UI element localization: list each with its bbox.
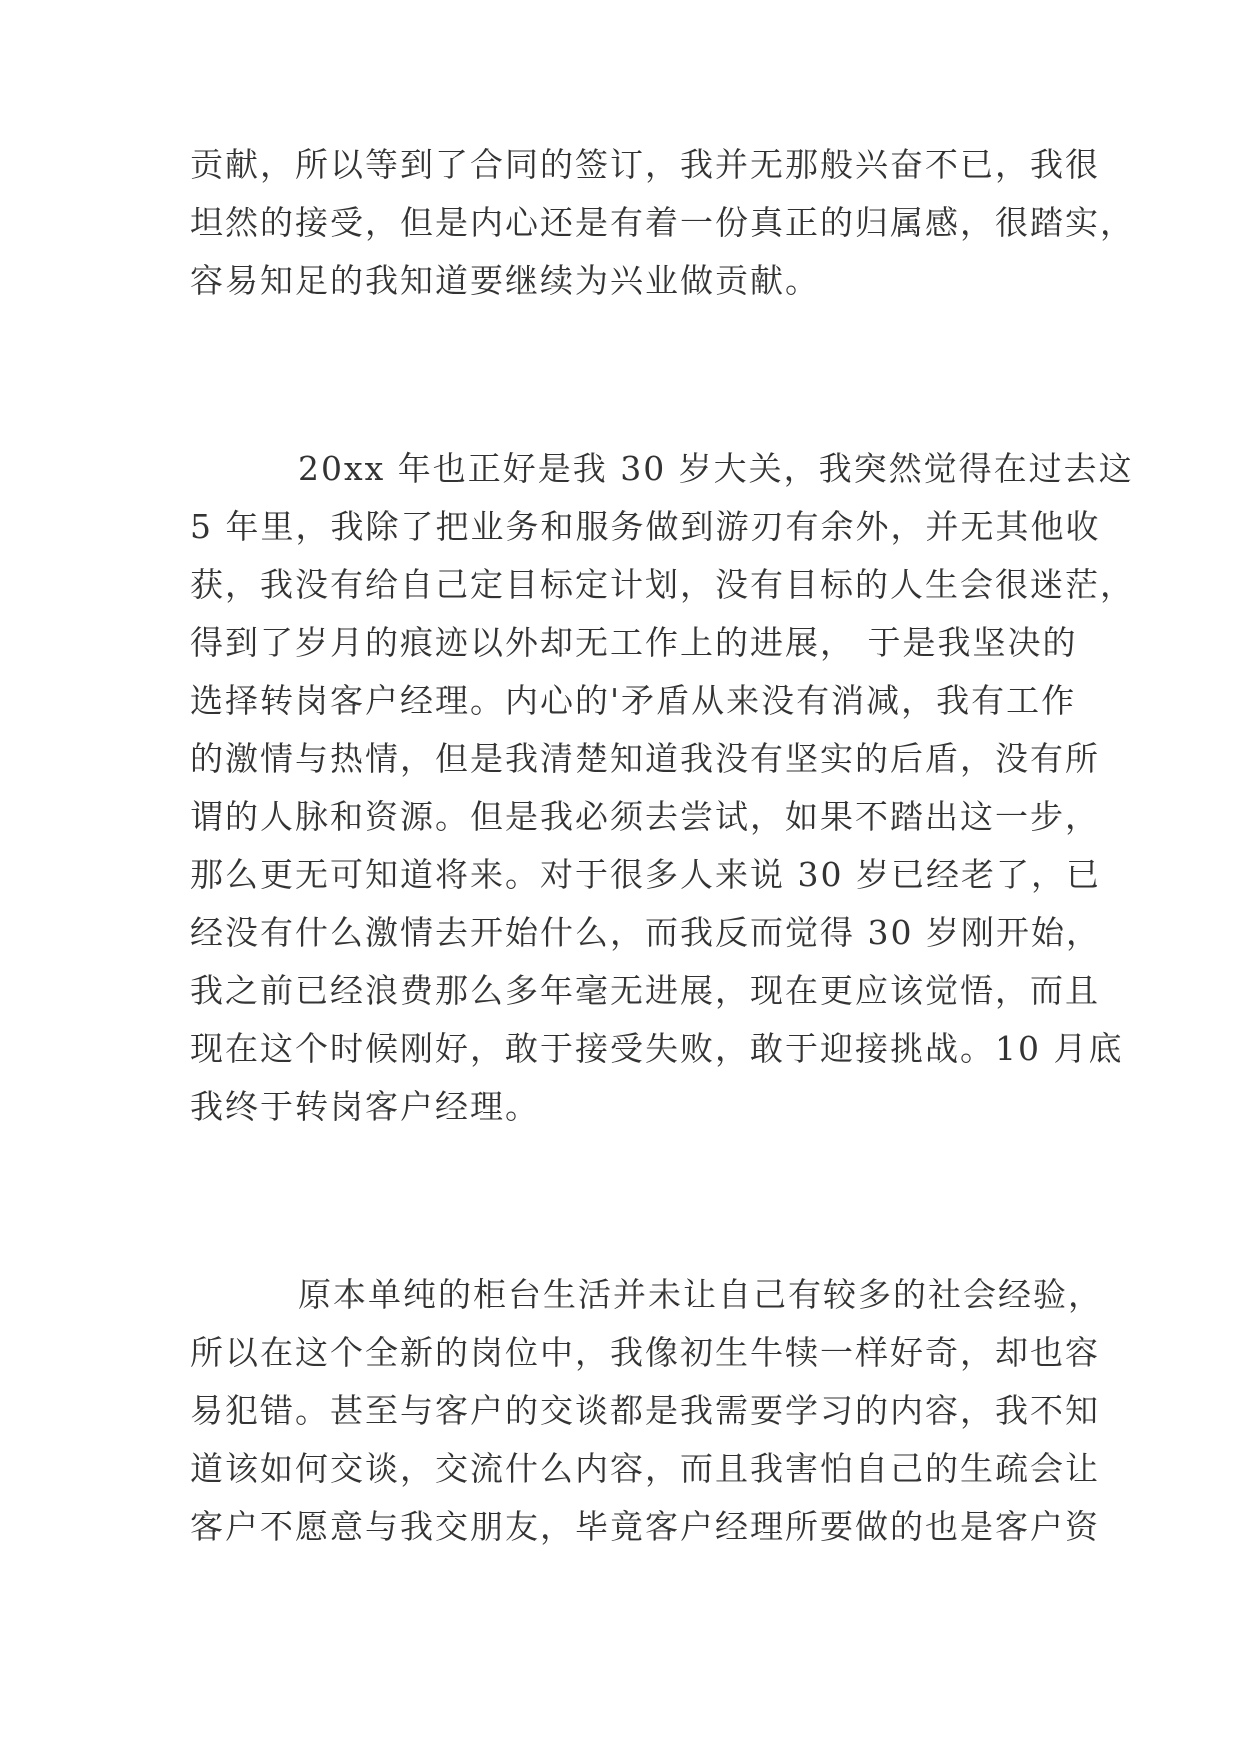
paragraph-line: 容易知足的我知道要继续为兴业做贡献。 (190, 261, 820, 300)
paragraph-line: 道该如何交谈，交流什么内容，而且我害怕自己的生疏会让 (190, 1449, 1100, 1488)
paragraph-line: 客户不愿意与我交朋友，毕竟客户经理所要做的也是客户资 (190, 1507, 1100, 1546)
paragraph-line: 我终于转岗客户经理。 (190, 1087, 540, 1126)
paragraph-line: 5 年里，我除了把业务和服务做到游刃有余外，并无其他收 (190, 507, 1101, 546)
paragraph-line: 我之前已经浪费那么多年毫无进展，现在更应该觉悟，而且 (190, 971, 1100, 1010)
paragraph-line: 现在这个时候刚好，敢于接受失败，敢于迎接挑战。10 月底 (190, 1029, 1124, 1068)
paragraph-line: 的激情与热情，但是我清楚知道我没有坚实的后盾，没有所 (190, 739, 1100, 778)
paragraph-line: 20xx 年也正好是我 30 岁大关，我突然觉得在过去这 (298, 449, 1134, 488)
paragraph-line: 所以在这个全新的岗位中，我像初生牛犊一样好奇，却也容 (190, 1333, 1100, 1372)
paragraph-line: 那么更无可知道将来。对于很多人来说 30 岁已经老了，已 (190, 855, 1101, 894)
paragraph-line: 经没有什么激情去开始什么，而我反而觉得 30 岁刚开始， (190, 913, 1101, 952)
paragraph-line: 原本单纯的柜台生活并未让自己有较多的社会经验， (298, 1275, 1103, 1314)
paragraph-line: 获，我没有给自己定目标定计划，没有目标的人生会很迷茫， (190, 565, 1135, 604)
paragraph-line: 谓的人脉和资源。但是我必须去尝试，如果不踏出这一步， (190, 797, 1100, 836)
paragraph-line: 选择转岗客户经理。内心的'矛盾从来没有消减，我有工作 (190, 681, 1077, 720)
paragraph-line: 贡献，所以等到了合同的签订，我并无那般兴奋不已，我很 (190, 145, 1100, 184)
paragraph-line: 得到了岁月的痕迹以外却无工作上的进展， 于是我坚决的 (190, 623, 1078, 662)
paragraph-line: 易犯错。甚至与客户的交谈都是我需要学习的内容，我不知 (190, 1391, 1100, 1430)
paragraph-line: 坦然的接受，但是内心还是有着一份真正的归属感，很踏实， (190, 203, 1135, 242)
